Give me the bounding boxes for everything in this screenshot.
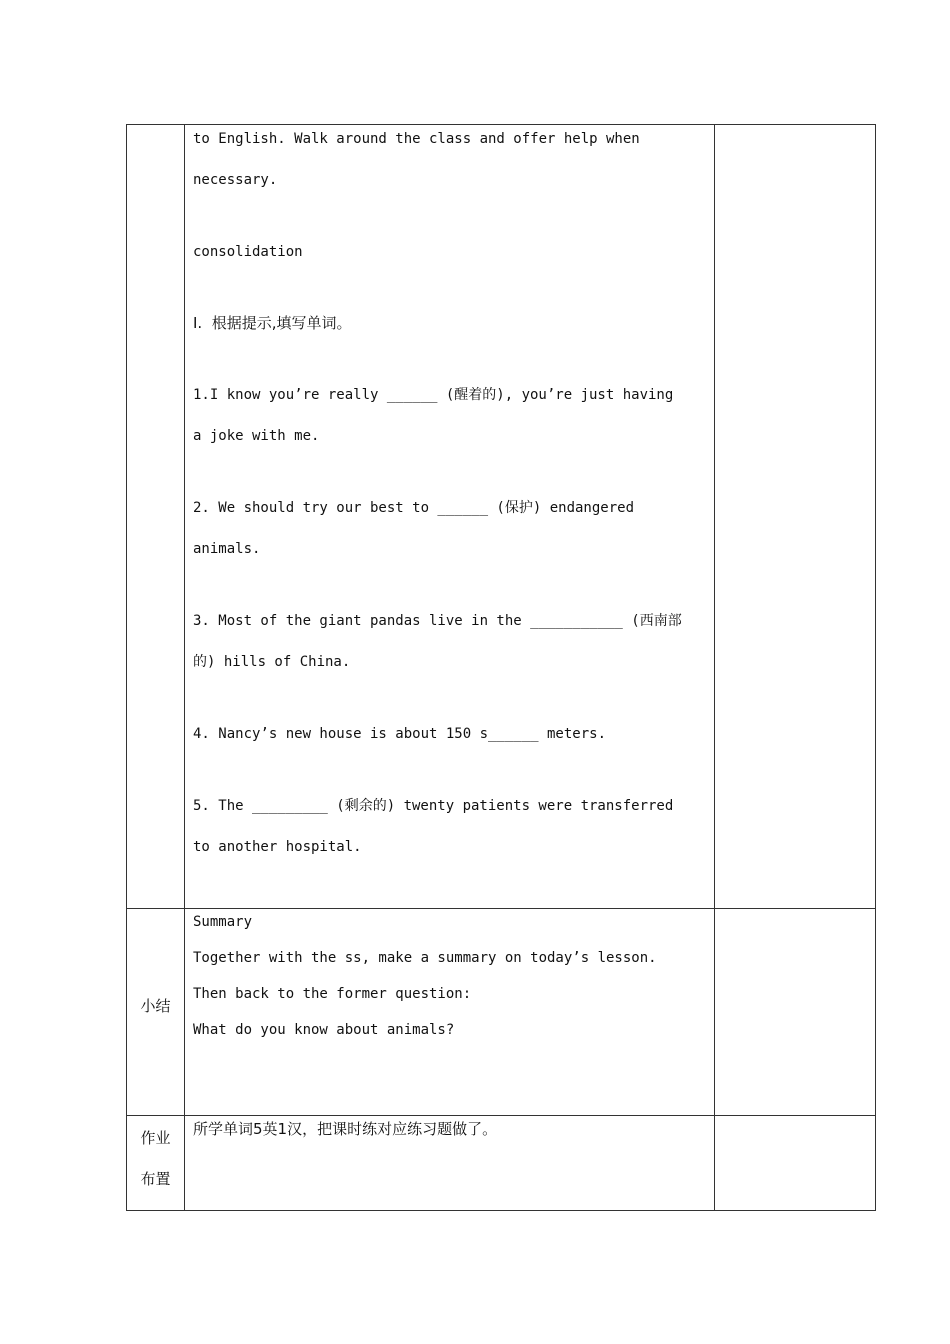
summary-heading: Summary (193, 914, 253, 930)
exercise-item-3-cont: 的) hills of China. (193, 654, 351, 670)
exercise-item-5: 5. The _________ (剩余的) twenty patients were transferred (193, 798, 674, 814)
row-divider-homework (127, 1115, 875, 1116)
exercise-item-1: 1.I know you’re really ______ (醒着的), you’re just having (193, 387, 674, 403)
exercise-item-4: 4. Nancy’s new house is about 150 s______ meters. (193, 726, 607, 742)
row-label-summary: 小结 (140, 997, 171, 1015)
homework-text: 所学单词5英1汉，把课时练对应练习题做了。 (193, 1120, 498, 1138)
column-divider-right (714, 125, 715, 1210)
row-label-homework-2: 布置 (140, 1170, 171, 1188)
exercise-item-3: 3. Most of the giant pandas live in the ___________ (西南部 (193, 613, 682, 629)
exercise-item-1-cont: a joke with me. (193, 428, 320, 444)
row-label-homework-1: 作业 (140, 1129, 171, 1147)
summary-line: Then back to the former question: (193, 986, 472, 1002)
summary-line: Together with the ss, make a summary on today’s lesson. (193, 950, 657, 966)
content-line: to English. Walk around the class and offer help when (193, 131, 640, 147)
row-divider-summary (127, 908, 875, 909)
exercise-instruction: I. 根据提示,填写单词。 (193, 314, 352, 332)
column-divider-left (184, 125, 185, 1210)
summary-line: What do you know about animals? (193, 1022, 455, 1038)
exercise-item-2-cont: animals. (193, 541, 261, 557)
lesson-plan-table (126, 124, 876, 1211)
exercise-item-2: 2. We should try our best to ______ (保护) endangered (193, 500, 635, 516)
exercise-item-5-cont: to another hospital. (193, 839, 362, 855)
content-line: necessary. (193, 172, 278, 188)
section-heading-consolidation: consolidation (193, 244, 303, 260)
